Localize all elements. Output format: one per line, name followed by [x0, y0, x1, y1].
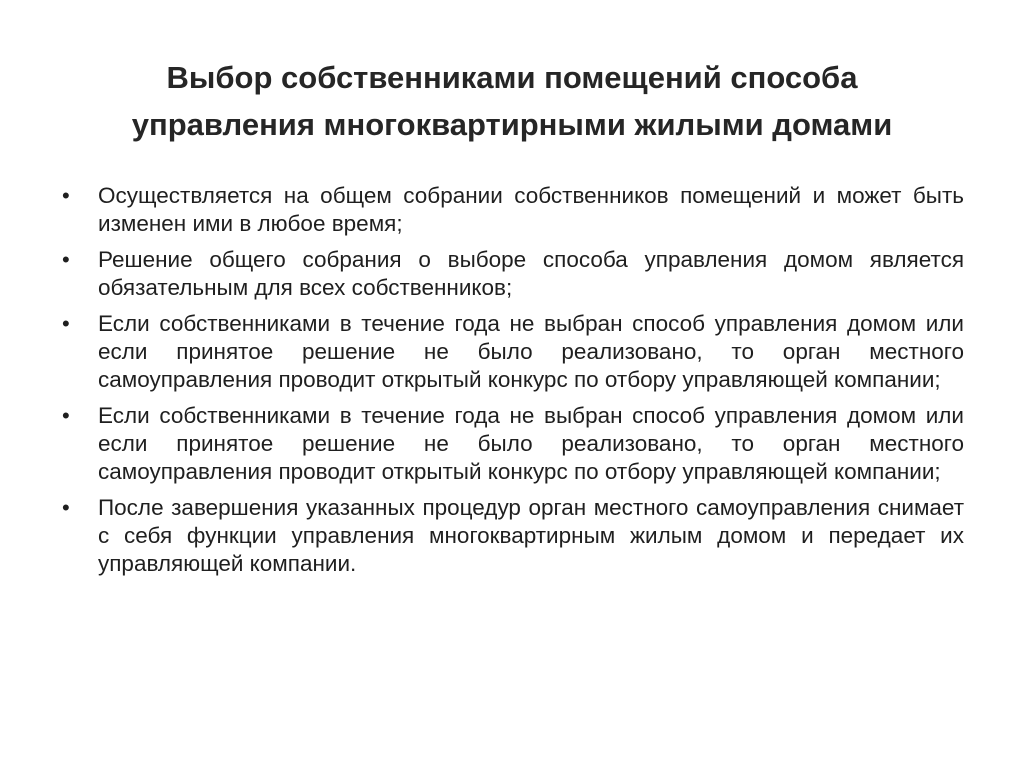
bullet-marker: •: [62, 495, 70, 520]
bullet-item: [62, 182, 964, 238]
bullet-list: [62, 182, 964, 586]
bullet-item: [62, 310, 964, 394]
bullet-marker: •: [62, 311, 70, 336]
bullet-item: [62, 402, 964, 486]
bullet-marker: •: [62, 403, 70, 428]
bullet-text: Если собственниками в течение года не выбран способ управления домом или если принятое решение не было реализовано, то орган местного самоуправления проводит открытый конкурс по отбору управляющей компании;: [98, 403, 964, 484]
bullet-text: Если собственниками в течение года не выбран способ управления домом или если принятое решение не было реализовано, то орган местного самоуправления проводит открытый конкурс по отбору управляющей компании;: [98, 311, 964, 392]
slide-title-line-1: Выбор собственниками помещений способа: [166, 60, 858, 95]
bullet-marker: •: [62, 183, 70, 208]
bullet-item: [62, 494, 964, 578]
bullet-text: Решение общего собрания о выборе способа управления домом является обязательным для всех собственников;: [98, 247, 964, 300]
slide-title: [40, 54, 984, 148]
slide-title-line-2: управления многоквартирными жилыми домами: [131, 107, 893, 142]
bullet-text: Осуществляется на общем собрании собственников помещений и может быть изменен ими в любое время;: [98, 183, 964, 236]
bullet-item: [62, 246, 964, 302]
bullet-text: После завершения указанных процедур орган местного самоуправления снимает с себя функции управления многоквартирным жилым домом и передает их управляющей компании.: [98, 495, 964, 576]
bullet-marker: •: [62, 247, 70, 272]
